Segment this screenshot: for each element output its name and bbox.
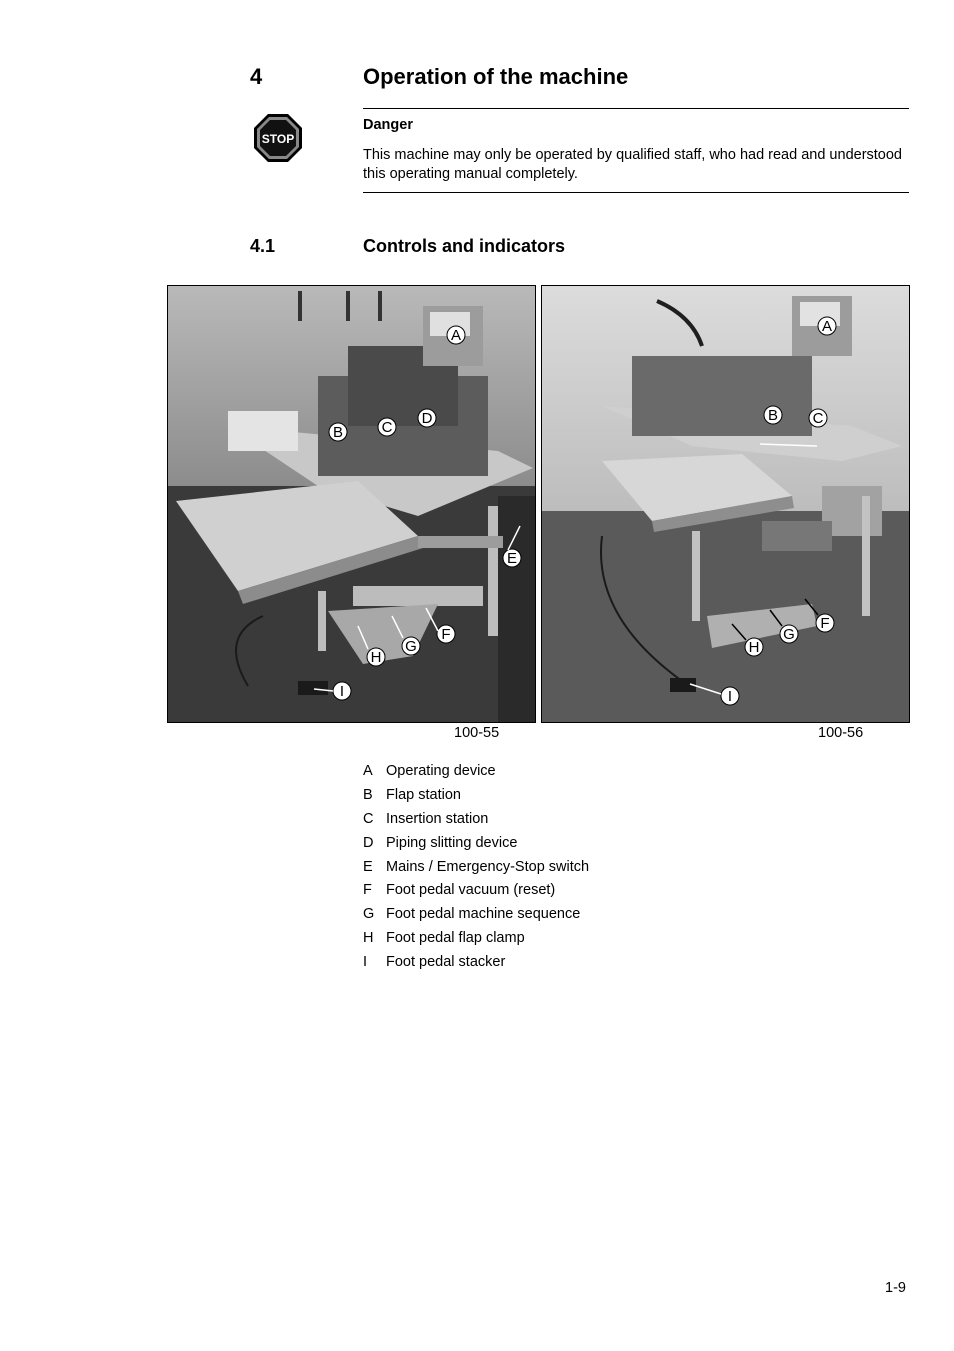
legend-list xyxy=(363,762,589,977)
callout-c: C xyxy=(381,419,393,436)
legend-text: Foot pedal vacuum (reset) xyxy=(386,882,556,899)
machine-photo-front xyxy=(167,285,536,723)
callout-a: A xyxy=(821,318,833,335)
page-number: 1-9 xyxy=(885,1280,906,1296)
legend-item xyxy=(363,786,589,810)
callout-g: G xyxy=(405,638,417,655)
section-title: Operation of the machine xyxy=(363,64,629,89)
callout-f: F xyxy=(441,626,451,643)
divider-top xyxy=(363,108,909,109)
danger-title: Danger xyxy=(363,117,413,133)
subsection-title: Controls and indicators xyxy=(363,236,566,256)
legend-item xyxy=(363,929,589,953)
legend-text: Insertion station xyxy=(386,810,489,827)
callout-a: A xyxy=(450,327,462,344)
callout-b: B xyxy=(767,407,779,424)
machine-photo-side xyxy=(541,285,910,723)
figure-caption-1: 100-55 xyxy=(454,725,500,741)
stop-sign-icon xyxy=(253,113,303,163)
legend-key: I xyxy=(363,954,368,971)
figure-caption-2: 100-56 xyxy=(818,725,864,741)
legend-key: B xyxy=(363,786,373,803)
legend-key: G xyxy=(363,906,375,923)
callout-c: C xyxy=(812,410,824,427)
callout-d: D xyxy=(421,410,433,427)
callout-h: H xyxy=(748,639,760,656)
legend-item xyxy=(363,810,589,834)
legend-item xyxy=(363,953,589,977)
legend-text: Operating device xyxy=(386,763,496,779)
legend-key: F xyxy=(363,882,372,899)
stop-sign-text: STOP xyxy=(261,132,295,146)
section-number: 4 xyxy=(250,64,263,89)
callout-h: H xyxy=(370,649,382,666)
callout-i: I xyxy=(339,683,345,700)
callout-e: E xyxy=(506,550,518,567)
callout-g: G xyxy=(783,626,795,643)
legend-text: Foot pedal flap clamp xyxy=(386,930,525,947)
legend-text: Piping slitting device xyxy=(386,834,518,851)
legend-item xyxy=(363,834,589,858)
legend-text: Mains / Emergency-Stop switch xyxy=(386,858,590,875)
callout-b: B xyxy=(332,424,344,441)
legend-text: Flap station xyxy=(386,786,461,803)
subsection-number: 4.1 xyxy=(250,236,276,256)
legend-item xyxy=(363,762,589,786)
legend-key: H xyxy=(363,930,374,947)
legend-key: A xyxy=(363,763,373,779)
legend-key: E xyxy=(363,858,373,875)
danger-text: This machine may only be operated by qualified staff, who had read and understood this operating manual completely. xyxy=(363,147,902,182)
callout-f: F xyxy=(820,615,830,632)
legend-item xyxy=(363,881,589,905)
legend-text: Foot pedal stacker xyxy=(386,954,506,971)
legend-item xyxy=(363,905,589,929)
legend-item xyxy=(363,858,589,882)
divider-bottom xyxy=(363,192,909,193)
legend-text: Foot pedal machine sequence xyxy=(386,906,581,923)
legend-key: D xyxy=(363,834,374,851)
callout-i: I xyxy=(727,688,733,705)
legend-key: C xyxy=(363,810,374,827)
